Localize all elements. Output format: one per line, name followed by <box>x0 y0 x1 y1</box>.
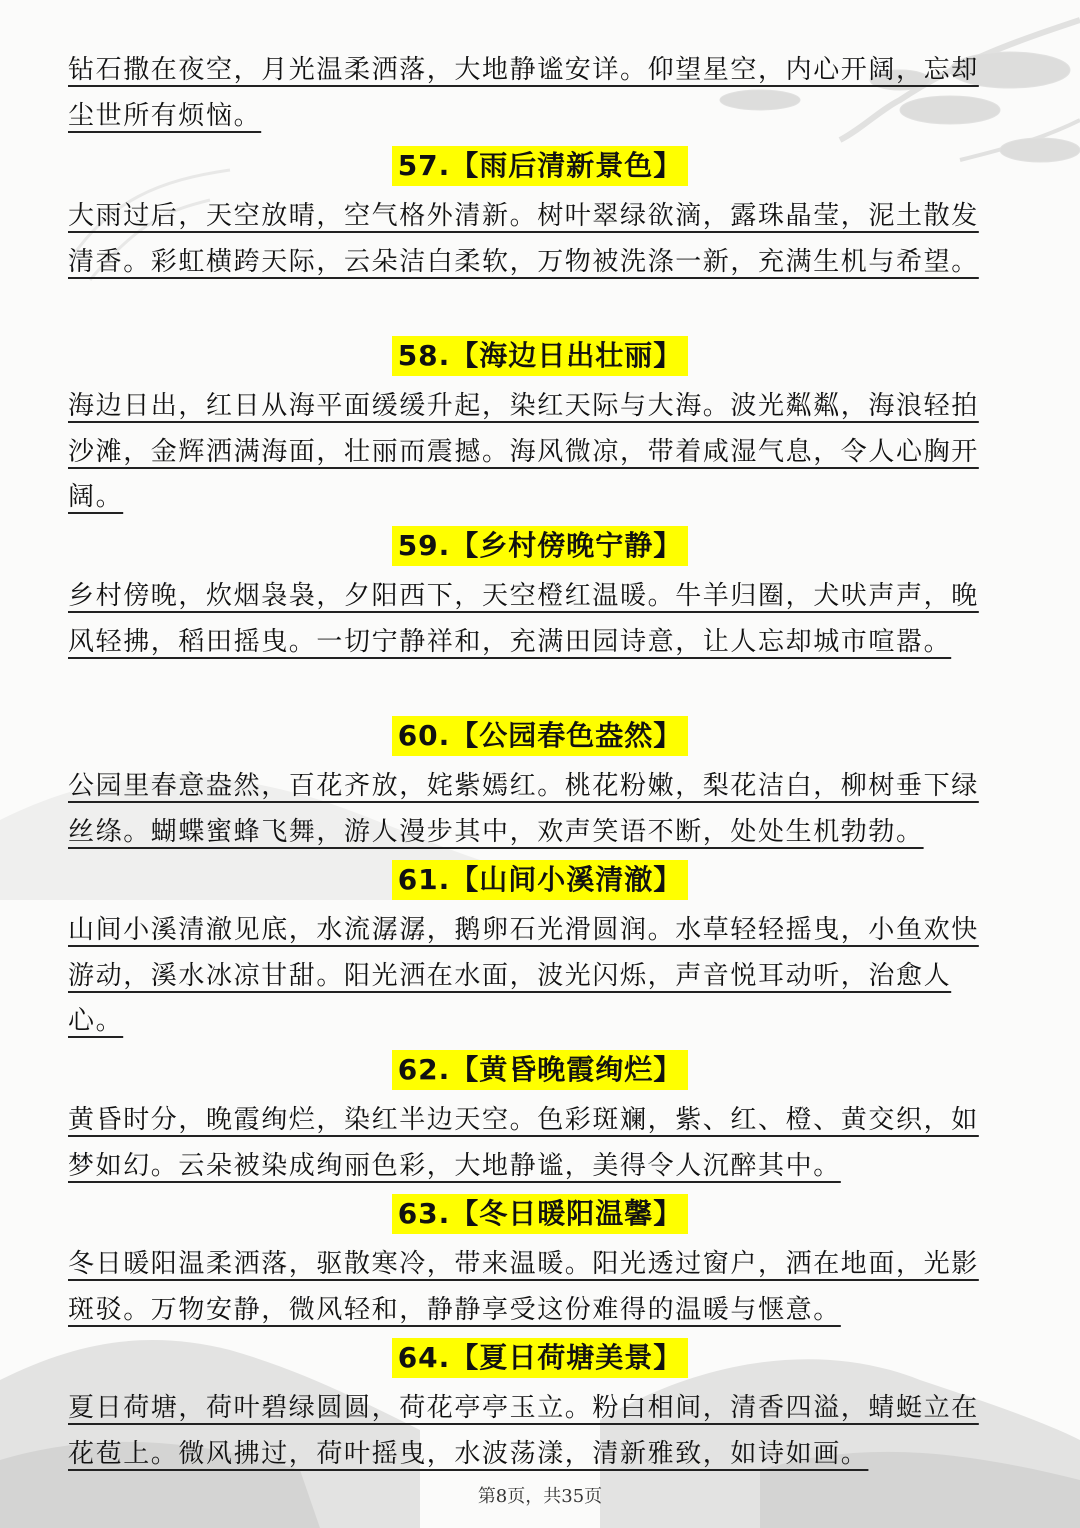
section-body-text: 大雨过后，天空放晴，空气格外清新。树叶翠绿欲滴，露珠晶莹，泥土散发清香。彩虹横跨天际，云朵洁白柔软，万物被洗涤一新，充满生机与希望。 <box>68 201 979 277</box>
section-heading: 64.【夏日荷塘美景】 <box>392 1338 689 1378</box>
section-heading: 61.【山间小溪清澈】 <box>392 860 689 900</box>
section-59-heading-wrap <box>0 526 1080 566</box>
section-57-heading-wrap <box>0 146 1080 186</box>
section-61-heading-wrap <box>0 860 1080 900</box>
section-heading: 63.【冬日暖阳温馨】 <box>392 1194 689 1234</box>
section-body-text: 山间小溪清澈见底，水流潺潺，鹅卵石光滑圆润。水草轻轻摇曳，小鱼欢快游动，溪水冰凉甘甜。阳光洒在水面，波光闪烁，声音悦耳动听，治愈人心。 <box>68 915 979 1036</box>
intro-paragraph-text: 钻石撒在夜空，月光温柔洒落，大地静谧安详。仰望星空，内心开阔，忘却尘世所有烦恼。 <box>68 55 979 131</box>
section-body-text: 乡村傍晚，炊烟袅袅，夕阳西下，天空橙红温暖。牛羊归圈，犬吠声声，晚风轻拂，稻田摇曳。一切宁静祥和，充满田园诗意，让人忘却城市喧嚣。 <box>68 581 979 657</box>
section-64-body <box>68 1386 998 1477</box>
intro-paragraph <box>68 48 998 139</box>
section-58-heading-wrap <box>0 336 1080 376</box>
section-heading: 60.【公园春色盎然】 <box>392 716 689 756</box>
section-body-text: 公园里春意盎然，百花齐放，姹紫嫣红。桃花粉嫩，梨花洁白，柳树垂下绿丝绦。蝴蝶蜜蜂飞舞，游人漫步其中，欢声笑语不断，处处生机勃勃。 <box>68 771 979 847</box>
section-64-heading-wrap <box>0 1338 1080 1378</box>
section-body-text: 海边日出，红日从海平面缓缓升起，染红天际与大海。波光粼粼，海浪轻拍沙滩，金辉洒满海面，壮丽而震撼。海风微凉，带着咸湿气息，令人心胸开阔。 <box>68 391 979 512</box>
section-63-heading-wrap <box>0 1194 1080 1234</box>
section-57-body <box>68 194 998 285</box>
section-60-heading-wrap <box>0 716 1080 756</box>
section-60-body <box>68 764 998 855</box>
section-63-body <box>68 1242 998 1333</box>
section-59-body <box>68 574 998 665</box>
section-heading: 57.【雨后清新景色】 <box>392 146 689 186</box>
section-heading: 59.【乡村傍晚宁静】 <box>392 526 689 566</box>
section-62-heading-wrap <box>0 1050 1080 1090</box>
section-58-body <box>68 384 998 521</box>
section-body-text: 夏日荷塘，荷叶碧绿圆圆，荷花亭亭玉立。粉白相间，清香四溢，蜻蜓立在花苞上。微风拂过，荷叶摇曳，水波荡漾，清新雅致，如诗如画。 <box>68 1393 979 1469</box>
section-heading: 58.【海边日出壮丽】 <box>392 336 689 376</box>
section-62-body <box>68 1098 998 1189</box>
page-number-footer: 第8页，共35页 <box>477 1486 603 1507</box>
section-61-body <box>68 908 998 1045</box>
section-body-text: 冬日暖阳温柔洒落，驱散寒冷，带来温暖。阳光透过窗户，洒在地面，光影斑驳。万物安静，微风轻和，静静享受这份难得的温暖与惬意。 <box>68 1249 979 1325</box>
section-heading: 62.【黄昏晚霞绚烂】 <box>392 1050 689 1090</box>
section-body-text: 黄昏时分，晚霞绚烂，染红半边天空。色彩斑斓，紫、红、橙、黄交织，如梦如幻。云朵被染成绚丽色彩，大地静谧，美得令人沉醉其中。 <box>68 1105 979 1181</box>
